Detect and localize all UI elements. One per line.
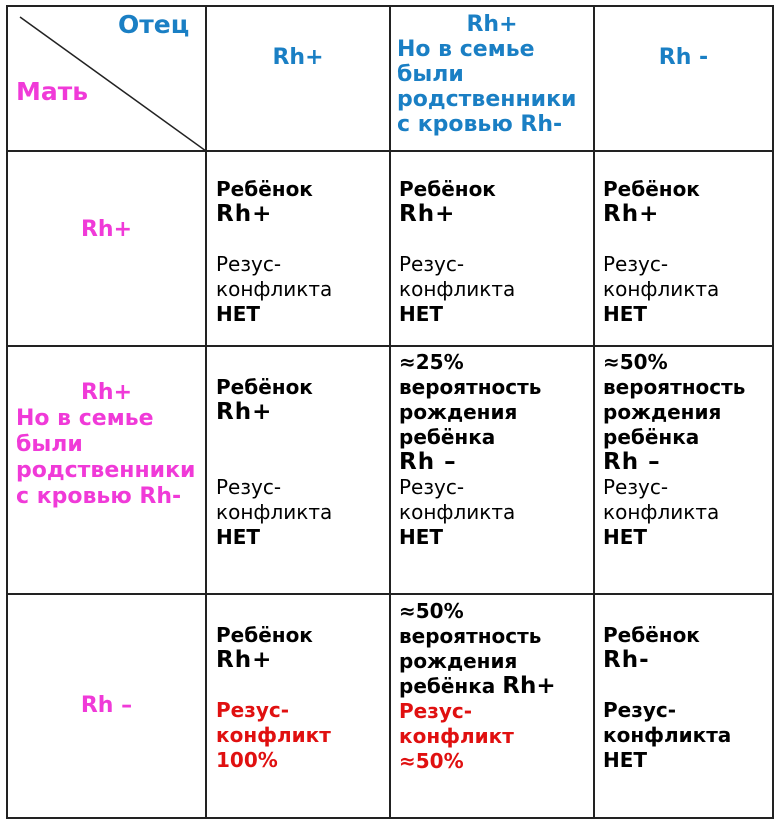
- row-header-3: [8, 693, 205, 719]
- row-header-3-title: Rh –: [80, 693, 133, 718]
- col-header-2-sub-1: Но в семье: [397, 37, 535, 62]
- conflict-line-1: Резус-: [603, 698, 677, 722]
- rh-compatibility-table: [6, 5, 774, 819]
- col-header-2: [391, 12, 593, 137]
- child-label: Ребёнок: [216, 177, 313, 201]
- conflict-line-2: конфликт: [399, 724, 514, 748]
- conflict-line-2: конфликта: [399, 277, 516, 301]
- conflict-line-1: Резус-: [216, 252, 282, 276]
- cell-r2-c2: [399, 350, 541, 550]
- conflict-result: НЕТ: [399, 525, 444, 549]
- col-header-2-sub-3: родственники: [397, 87, 577, 112]
- child-rh: Rh-: [603, 647, 650, 673]
- conflict-line-2: конфликт: [216, 723, 331, 747]
- row-header-2-sub-1: Но в семье: [16, 406, 154, 431]
- conflict-line-2: конфликта: [603, 723, 732, 747]
- probability-text-2: рождения: [399, 649, 518, 673]
- col-divider-3: [593, 5, 595, 819]
- cell-r2-c3: [603, 350, 745, 550]
- probability-text-3: ребёнка: [399, 425, 496, 449]
- conflict-line-1: Резус-: [399, 699, 473, 723]
- conflict-line-1: Резус-: [216, 698, 290, 722]
- probability: ≈50%: [603, 350, 668, 374]
- probability-text-2: рождения: [399, 400, 518, 424]
- child-rh: Rh+: [502, 673, 556, 699]
- table-border-right: [772, 5, 774, 819]
- child-label: Ребёнок: [603, 177, 700, 201]
- conflict-line-1: Резус-: [399, 252, 465, 276]
- probability-text-1: вероятность: [399, 375, 542, 399]
- row-header-1: [8, 217, 205, 243]
- conflict-result: НЕТ: [216, 525, 261, 549]
- probability-child-word: ребёнка: [399, 674, 496, 698]
- col-header-3-title: Rh -: [658, 45, 709, 70]
- col-header-1-title: Rh+: [272, 45, 324, 70]
- probability: ≈25%: [399, 350, 464, 374]
- conflict-line-2: конфликта: [603, 500, 720, 524]
- child-rh: Rh –: [603, 449, 661, 475]
- row-header-2-title: Rh+: [80, 380, 133, 405]
- mother-label: Мать: [16, 77, 89, 106]
- conflict-line-1: Резус-: [399, 475, 465, 499]
- conflict-line-1: Резус-: [603, 475, 669, 499]
- child-label: Ребёнок: [399, 177, 496, 201]
- probability-text-3: [399, 674, 556, 699]
- col-header-3: [595, 45, 772, 70]
- conflict-result: НЕТ: [399, 302, 444, 326]
- conflict-line-2: конфликта: [216, 500, 333, 524]
- col-header-1: [207, 45, 389, 70]
- cell-r1-c1: [216, 177, 332, 327]
- child-rh: Rh+: [399, 201, 456, 227]
- cell-r1-c2: [399, 177, 515, 327]
- probability-text-1: вероятность: [603, 375, 746, 399]
- child-rh: Rh –: [399, 449, 457, 475]
- child-label: Ребёнок: [216, 623, 313, 647]
- cell-r3-c3: [603, 623, 731, 773]
- probability: ≈50%: [399, 599, 464, 623]
- conflict-line-2: конфликта: [603, 277, 720, 301]
- probability-text-1: вероятность: [399, 624, 542, 648]
- row-header-2-sub-2: были: [16, 432, 83, 457]
- conflict-line-1: Резус-: [216, 475, 282, 499]
- conflict-line-2: конфликта: [399, 500, 516, 524]
- conflict-line-2: конфликта: [216, 277, 333, 301]
- father-label: Отец: [118, 10, 190, 39]
- cell-r3-c1: [216, 623, 331, 773]
- row-header-1-title: Rh+: [80, 217, 133, 242]
- cell-r3-c2: [399, 599, 556, 774]
- row-header-2-sub-4: с кровью Rh-: [16, 484, 182, 509]
- child-label: Ребёнок: [216, 375, 313, 399]
- probability-text-3: ребёнка: [603, 425, 700, 449]
- child-rh: Rh+: [603, 201, 660, 227]
- conflict-result: НЕТ: [603, 748, 648, 772]
- child-rh: Rh+: [216, 647, 273, 673]
- child-label: Ребёнок: [603, 623, 700, 647]
- conflict-result: ≈50%: [399, 749, 464, 773]
- child-rh: Rh+: [216, 399, 273, 425]
- col-header-2-sub-2: были: [397, 62, 464, 87]
- child-rh: Rh+: [216, 201, 273, 227]
- probability-text-2: рождения: [603, 400, 722, 424]
- row-header-2-sub-3: родственники: [16, 458, 196, 483]
- row-header-2: [8, 380, 205, 510]
- conflict-result: НЕТ: [603, 525, 648, 549]
- conflict-result: 100%: [216, 748, 278, 772]
- conflict-line-1: Резус-: [603, 252, 669, 276]
- col-header-2-sub-4: с кровью Rh-: [397, 112, 563, 137]
- conflict-result: НЕТ: [603, 302, 648, 326]
- col-header-2-title: Rh+: [466, 12, 518, 37]
- cell-r2-c1: [216, 375, 332, 550]
- conflict-result: НЕТ: [216, 302, 261, 326]
- cell-r1-c3: [603, 177, 719, 327]
